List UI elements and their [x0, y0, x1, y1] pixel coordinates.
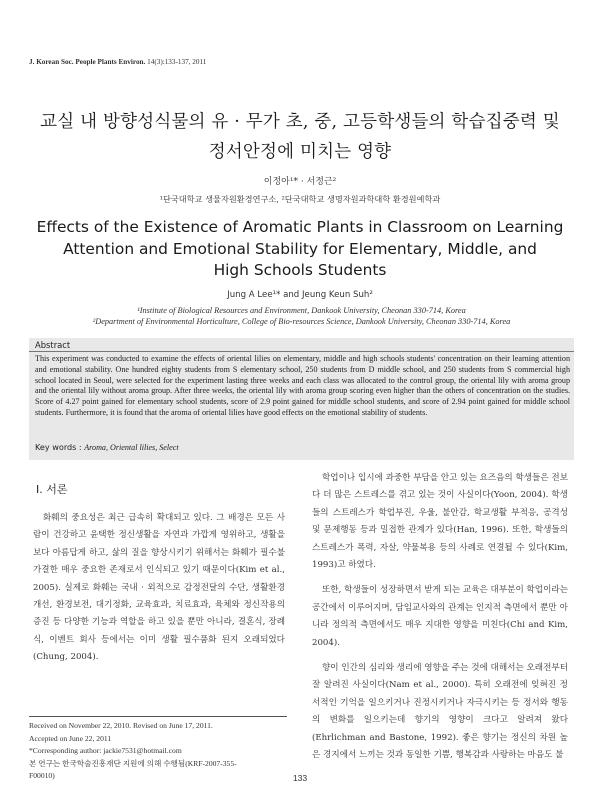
section-heading-introduction: Ⅰ. 서론 [36, 483, 68, 496]
korean-authors: 이정아¹* · 서정근² [263, 177, 337, 187]
right-column [312, 470, 568, 765]
footnote-divider [29, 716, 287, 717]
english-authors: Jung A Lee¹* and Jeung Keun Suh² [227, 290, 373, 300]
paragraph: 향이 인간의 심리와 생리에 영향을 주는 것에 대해서는 오래전부터 잘 알려진 사실이다(Nam et al., 2000). 특히 오래전에 잊혀진 정서적인 기억을 일으키거나 진정시키거나 자극시키는 등 정서와 행동의 변화를 일으키는데 향기의 영향이 크다고 알려져 왔다(Ehrlichman and Bastone, 1992). 좋은 향기는 정신의 차원 높은 경지에서 느끼는 것과 동일한 기쁨, 행복감과 사랑하는 마음도 불 [312, 663, 568, 761]
keywords-label: Key words : [35, 442, 85, 452]
received-date: Received on November 22, 2010. Revised on June 17, 2011. [29, 721, 213, 730]
english-title-line3: High Schools Students [213, 261, 387, 279]
abstract-box [29, 338, 574, 460]
left-column [33, 510, 285, 667]
affiliation-1: ¹Institute of Biological Resources and Environment, Dankook University, Cheonan 330-714, Korea [137, 306, 466, 315]
english-title-line2: Attention and Emotional Stability for Elementary, Middle, and [63, 239, 537, 258]
keywords [35, 442, 179, 452]
korean-title [0, 107, 600, 167]
journal-citation [29, 58, 206, 66]
korean-affiliations: ¹단국대학교 생물자원환경연구소, ²단국대학교 생명자원과학대학 환경원예학과 [159, 194, 441, 204]
abstract-text: This experiment was conducted to examine the effects of oriental lilies on elementary, middle and high schools students' concentration on their learning attention and emotional stability. One hundred eighty students from S elementary school, 250 students from D middle school, and 250 students from S commercial high school located in Seoul, were selected for the experiment lasting three weeks and each class was allocated to the control group, the oriental lily with aroma group and the oriental lily without aroma group. After three weeks, the oriental lily with aroma group scoring even higher than the others of concentration on the studies. Score of 4.27 point gained for elementary school students, score of 2.9 point gained for middle school students, and score of 2.94 point gained for middle school students. Furthermore, it is found that the aroma of oriental lilies have good effects on the emotional stability of students. [35, 354, 570, 417]
page-number: 133 [292, 773, 308, 783]
abstract-divider [29, 351, 574, 352]
abstract-heading: Abstract [35, 340, 71, 350]
funding-note-cont: F00010) [29, 771, 55, 780]
corresponding-author: *Corresponding author: jackie7531@hotmail.com [29, 746, 182, 755]
english-title-line1: Effects of the Existence of Aromatic Plants in Classroom on Learning [36, 218, 564, 236]
funding-note: 본 연구는 한국학술진흥재단 지원에 의해 수행됨(KRF-2007-355- [29, 758, 237, 768]
journal-issue: 14(3):133-137, 2011 [145, 58, 207, 66]
paragraph: 또한, 학생들이 성장하면서 받게 되는 교육은 대부분이 학업이라는 공간에서 이루어지며, 담임교사와의 관계는 인지적 측면에서 뿐만 아니라 정의적 측면에서도 매우 지대한 영향을 미친다(Chi and Kim, 2004). [312, 585, 568, 648]
korean-title-line1: 교실 내 방향성식물의 유 · 무가 초, 중, 고등학생들의 학습집중력 및 [40, 112, 560, 132]
accepted-date: Accepted on June 22, 2011 [29, 733, 112, 743]
english-title [30, 217, 570, 282]
keywords-list: Aroma, Oriental lilies, Select [84, 443, 179, 452]
english-affiliations [29, 305, 574, 327]
affiliation-2: ²Department of Environmental Horticulture, College of Bio-resources Science, Dankook University, Cheonan 330-714, Korea [92, 317, 511, 326]
journal-name: J. Korean Soc. People Plants Environ. [29, 58, 146, 66]
korean-title-line2: 정서안정에 미치는 영향 [208, 142, 392, 162]
paragraph: 화훼의 중요성은 최근 급속히 확대되고 있다. 그 배경은 모든 사람이 건강하고 윤택한 정신생활을 자연과 가깝게 영위하고, 생활을 보다 아름답게 하고, 삶의 질을 향상시키기 위해서는 화훼가 필수불가결한 매우 중요한 존재로서 인식되고 있기 때문이다(Kim et al., 2005). 실제로 화훼는 국내 · 외적으로 감정전달의 수단, 생활환경 개선, 환경보전, 대기정화, 교육효과, 치료효과, 육체와 정신작용의 증진 등 다양한 기능과 역할을 하고 있을 뿐만 아니라, 결혼식, 장례식, 이벤트 회사 등에서는 이미 생활 필수품화 된지 오래되었다(Chung, 2004). [33, 513, 285, 663]
paragraph: 학업이나 입시에 과중한 부담을 안고 있는 요즈음의 학생들은 전보다 더 많은 스트레스를 겪고 있는 것이 사실이다(Yoon, 2004). 학생들의 스트레스가 학업부진, 우울, 불안감, 학교생활 부적응, 공격성 및 문제행동 등과 밀접한 관계가 있다(Han, 1996). 또한, 학생들의 스트레스가 폭력, 자살, 약물복용 등의 사례로 연결될 수 있다(Kim, 1993)고 하였다. [312, 473, 568, 571]
